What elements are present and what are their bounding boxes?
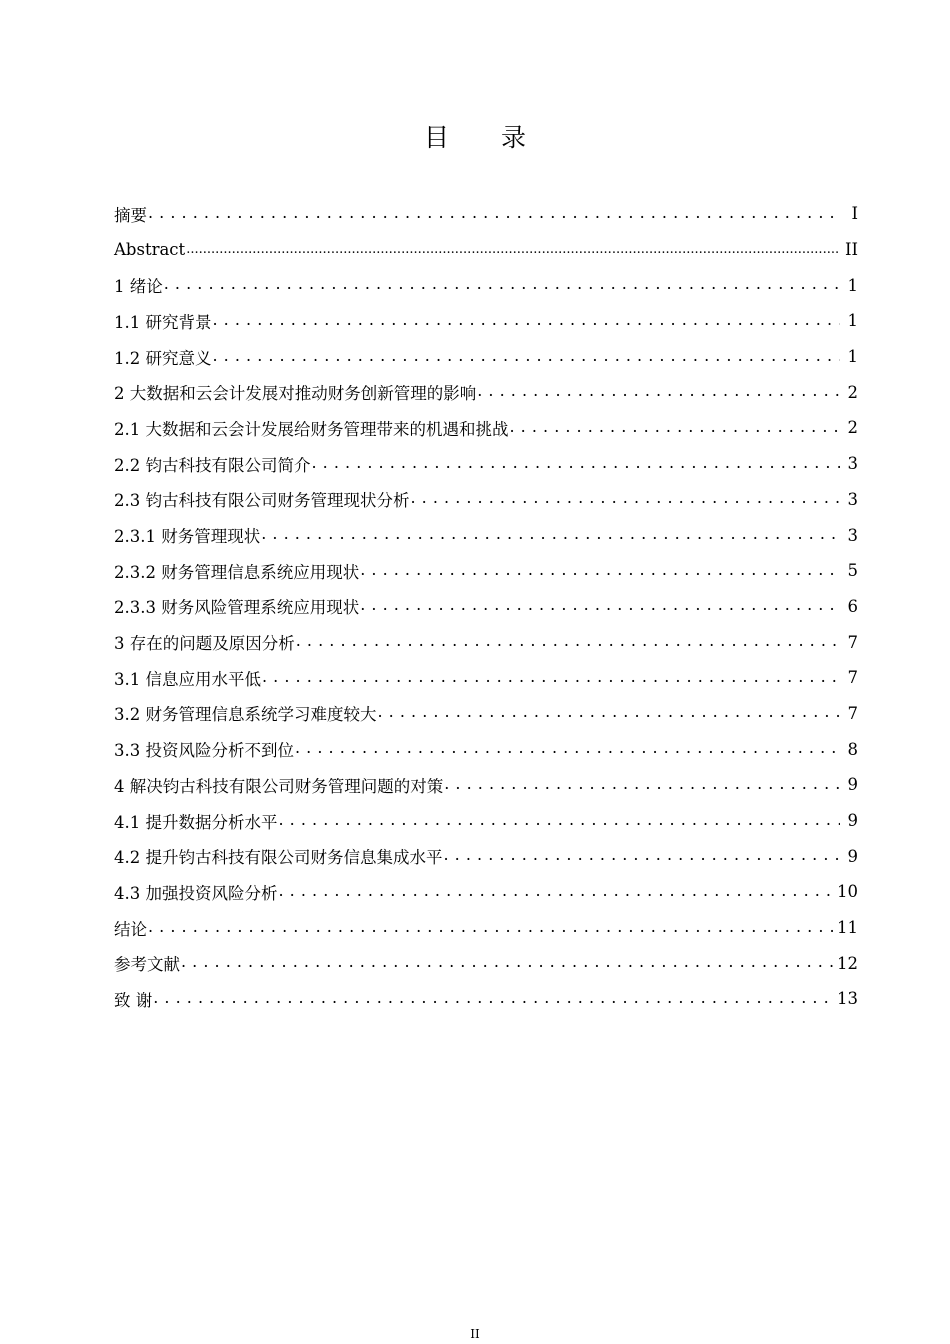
toc-entry-label: 参考文献 bbox=[114, 955, 180, 975]
toc-entry-page-number: 3 bbox=[847, 489, 858, 509]
toc-entry-page-number: 9 bbox=[847, 846, 858, 866]
toc-entry-label: 3.2 财务管理信息系统学习难度较大 bbox=[114, 705, 377, 725]
toc-entry-page-number: 8 bbox=[847, 739, 858, 759]
toc-entry-page-number: 7 bbox=[847, 632, 858, 652]
toc-entry-page-number: 13 bbox=[837, 989, 858, 1009]
toc-entry-label: 致 谢 bbox=[114, 990, 153, 1010]
toc-entry-label: 2.3 钧古科技有限公司财务管理现状分析 bbox=[114, 491, 410, 511]
toc-dot-leader bbox=[262, 668, 840, 688]
toc-entry-page-number: I bbox=[851, 204, 858, 224]
toc-dot-leader bbox=[186, 240, 840, 260]
toc-dot-leader bbox=[296, 632, 840, 652]
toc-entry-label: 结论 bbox=[114, 919, 147, 939]
toc-entry[interactable] bbox=[114, 517, 860, 553]
toc-entry-page-number: 6 bbox=[847, 596, 858, 616]
toc-dot-leader bbox=[477, 382, 840, 402]
toc-entry-page-number: 2 bbox=[847, 382, 858, 402]
toc-title: 目 录 bbox=[424, 123, 548, 152]
toc-entry[interactable] bbox=[114, 696, 860, 732]
toc-entry[interactable] bbox=[114, 339, 860, 375]
toc-entry-page-number: 9 bbox=[847, 811, 858, 831]
toc-dot-leader bbox=[378, 703, 841, 723]
toc-entry[interactable] bbox=[114, 374, 860, 410]
toc-entry-label: 1.1 研究背景 bbox=[114, 312, 212, 332]
toc-entry[interactable] bbox=[114, 767, 860, 803]
toc-entry-label: 2.1 大数据和云会计发展给财务管理带来的机遇和挑战 bbox=[114, 419, 509, 439]
toc-entry-label: 3 存在的问题及原因分析 bbox=[114, 634, 295, 654]
toc-dot-leader bbox=[360, 596, 840, 616]
toc-dot-leader bbox=[164, 275, 840, 295]
toc-entry[interactable] bbox=[114, 589, 860, 625]
toc-entry[interactable] bbox=[114, 410, 860, 446]
toc-entry-page-number: 9 bbox=[847, 775, 858, 795]
toc-dot-leader bbox=[295, 739, 840, 759]
toc-entry-page-number: 11 bbox=[837, 918, 858, 938]
toc-dot-leader bbox=[213, 347, 841, 367]
toc-entry-page-number: 2 bbox=[847, 418, 858, 438]
toc-entry-label: 1.2 研究意义 bbox=[114, 348, 212, 368]
toc-entry-label: 2.3.1 财务管理现状 bbox=[114, 527, 261, 547]
toc-entry-page-number: 1 bbox=[847, 311, 858, 331]
toc-entry[interactable] bbox=[114, 267, 860, 303]
toc-dot-leader bbox=[444, 775, 840, 795]
toc-entry-label: 3.1 信息应用水平低 bbox=[114, 669, 261, 689]
toc-dot-leader bbox=[279, 882, 834, 902]
table-of-contents bbox=[114, 196, 860, 1017]
toc-entry-page-number: 3 bbox=[847, 454, 858, 474]
toc-entry[interactable] bbox=[114, 981, 860, 1017]
toc-dot-leader bbox=[411, 489, 841, 509]
toc-entry[interactable] bbox=[114, 874, 860, 910]
toc-entry-label: 2 大数据和云会计发展对推动财务创新管理的影响 bbox=[114, 384, 477, 404]
toc-entry[interactable] bbox=[114, 731, 860, 767]
toc-entry-page-number: 7 bbox=[847, 668, 858, 688]
toc-entry-page-number: 1 bbox=[847, 275, 858, 295]
toc-dot-leader bbox=[213, 311, 841, 331]
toc-dot-leader bbox=[148, 918, 833, 938]
toc-entry[interactable] bbox=[114, 803, 860, 839]
toc-entry-label: 2.3.3 财务风险管理系统应用现状 bbox=[114, 598, 360, 618]
toc-dot-leader bbox=[261, 525, 840, 545]
toc-entry-label: 摘要 bbox=[114, 205, 147, 225]
toc-entry-label: 4.3 加强投资风险分析 bbox=[114, 883, 278, 903]
toc-dot-leader bbox=[510, 418, 841, 438]
toc-dot-leader bbox=[360, 561, 840, 581]
toc-entry-page-number: 3 bbox=[847, 525, 858, 545]
toc-entry-label: 4 解决钧古科技有限公司财务管理问题的对策 bbox=[114, 776, 444, 796]
toc-dot-leader bbox=[312, 454, 841, 474]
toc-entry-label: 3.3 投资风险分析不到位 bbox=[114, 741, 294, 761]
toc-entry[interactable] bbox=[114, 553, 860, 589]
toc-entry[interactable] bbox=[114, 945, 860, 981]
toc-entry-page-number: II bbox=[844, 240, 858, 260]
toc-entry[interactable] bbox=[114, 446, 860, 482]
toc-dot-leader bbox=[148, 204, 840, 224]
toc-dot-leader bbox=[181, 953, 833, 973]
toc-dot-leader bbox=[444, 846, 841, 866]
toc-entry[interactable] bbox=[114, 660, 860, 696]
toc-entry-page-number: 12 bbox=[837, 953, 858, 973]
toc-entry[interactable] bbox=[114, 482, 860, 518]
toc-entry[interactable] bbox=[114, 303, 860, 339]
toc-entry[interactable] bbox=[114, 910, 860, 946]
toc-entry-label: 1 绪论 bbox=[114, 277, 163, 297]
toc-entry-label: 4.1 提升数据分析水平 bbox=[114, 812, 278, 832]
toc-entry-page-number: 10 bbox=[837, 882, 858, 902]
toc-entry[interactable] bbox=[114, 196, 860, 232]
toc-entry[interactable] bbox=[114, 838, 860, 874]
toc-entry-page-number: 1 bbox=[847, 347, 858, 367]
toc-entry-label: 4.2 提升钧古科技有限公司财务信息集成水平 bbox=[114, 848, 443, 868]
toc-entry-label: 2.3.2 财务管理信息系统应用现状 bbox=[114, 562, 360, 582]
toc-entry[interactable] bbox=[114, 232, 860, 268]
page-number-footer: II bbox=[470, 1327, 480, 1341]
toc-dot-leader bbox=[153, 989, 833, 1009]
toc-entry-label: Abstract bbox=[114, 240, 186, 260]
toc-dot-leader bbox=[279, 811, 841, 831]
toc-entry-page-number: 7 bbox=[847, 703, 858, 723]
toc-entry-page-number: 5 bbox=[847, 561, 858, 581]
toc-entry-label: 2.2 钧古科技有限公司简介 bbox=[114, 455, 311, 475]
toc-entry[interactable] bbox=[114, 624, 860, 660]
